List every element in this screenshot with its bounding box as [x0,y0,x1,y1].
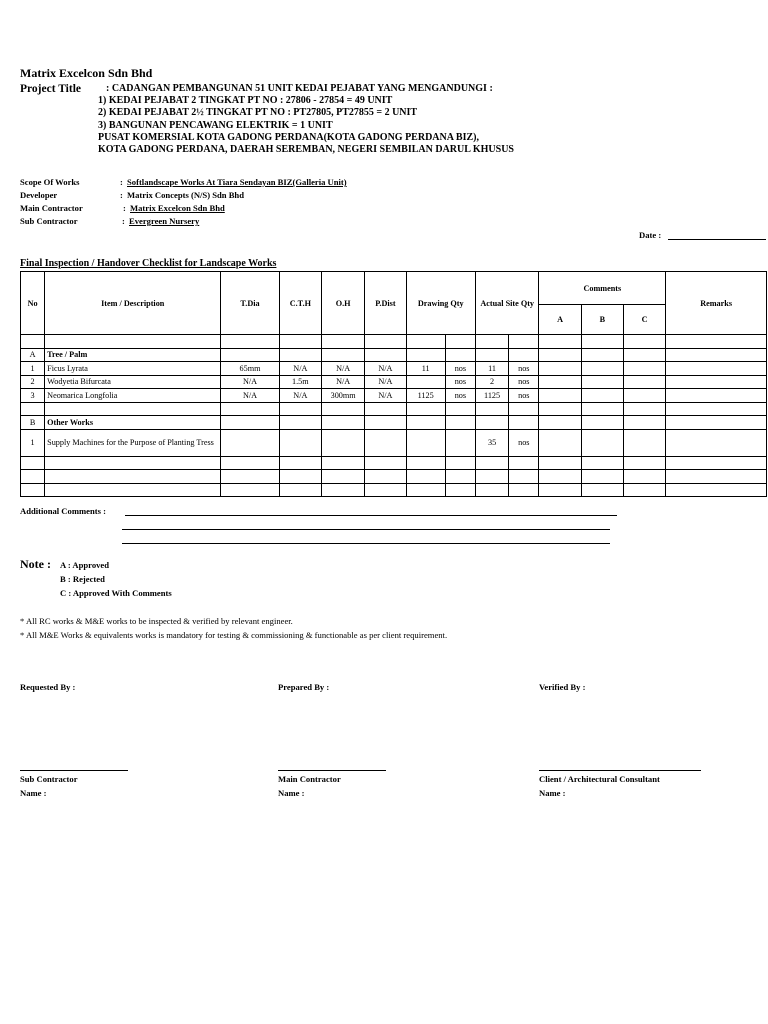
table-row [21,456,767,470]
row-actual-unit: nos [509,389,539,403]
project-title-lines [98,83,514,156]
header-no: No [21,272,45,335]
developer-label: Developer [20,190,58,200]
table-row [21,389,767,403]
client-sign-line[interactable] [539,770,701,771]
header-cth: C.T.H [279,272,321,335]
row-actual-unit: nos [509,429,539,456]
sub-name-label: Name : [20,788,47,798]
sign-main-contractor-label: Main Contractor [278,774,341,784]
header-item: Item / Description [45,272,221,335]
row-pdist: N/A [365,375,406,389]
row-oh: 300mm [321,389,364,403]
row-tdia: N/A [221,375,279,389]
section-b-no: B [21,416,45,430]
main-contractor-value: Matrix Excelcon Sdn Bhd [130,203,225,213]
row-item: Wodyetia Bifurcata [45,375,221,389]
project-line-5: PUSAT KOMERSIAL KOTA GADONG PERDANA(KOTA GADONG PERDANA BIZ), [98,131,479,143]
row-drawing-unit: nos [445,389,475,403]
prepared-by-label: Prepared By : [278,682,330,692]
comment-line-2[interactable] [122,529,610,530]
additional-comments-label: Additional Comments : [20,506,106,516]
row-no: 3 [21,389,45,403]
row-no: 1 [21,429,45,456]
header-comments: Comments [539,272,666,305]
row-cth: N/A [279,389,321,403]
checklist-title: Final Inspection / Handover Checklist for Landscape Works [20,258,277,269]
section-a-label: Tree / Palm [45,348,221,362]
row-pdist: N/A [365,362,406,376]
table-row [21,402,767,416]
section-b-label: Other Works [45,416,221,430]
header-c: C [623,305,665,335]
header-b: B [581,305,623,335]
row-item: Ficus Lyrata [45,362,221,376]
note-c: C : Approved With Comments [60,588,172,598]
row-no: 2 [21,375,45,389]
scope-colon: : [120,177,123,187]
table-row [21,470,767,484]
date-line [668,239,766,240]
project-line-1: : CADANGAN PEMBANGUNAN 51 UNIT KEDAI PEJABAT YANG MENGANDUNGI : [106,83,493,94]
row-cth: N/A [279,362,321,376]
sign-client-label: Client / Architectural Consultant [539,774,660,784]
table-row [21,483,767,497]
note-label: Note : [20,557,51,571]
row-drawing-qty: 1125 [406,389,445,403]
section-b-row [21,416,767,430]
main-contractor-label: Main Contractor [20,203,83,213]
client-name-label: Name : [539,788,566,798]
sub-contractor-sign-line[interactable] [20,770,128,771]
note-a: A : Approved [60,560,110,570]
row-item: Neomarica Longfolia [45,389,221,403]
row-drawing-unit: nos [445,375,475,389]
checklist-table [20,271,767,497]
table-row [21,362,767,376]
table-row [21,429,767,456]
main-contractor-colon: : [123,203,126,213]
project-line-3: 2) KEDAI PEJABAT 2½ TINGKAT PT NO : PT27805, PT27855 = 2 UNIT [98,107,418,119]
row-actual-unit: nos [509,362,539,376]
header-oh: O.H [321,272,364,335]
date-label: Date : [639,230,662,240]
verified-by-label: Verified By : [539,682,586,692]
row-drawing-unit: nos [445,362,475,376]
comment-line-1[interactable] [125,515,617,516]
row-item: Supply Machines for the Purpose of Planting Tress [45,429,221,456]
project-line-4: 3) BANGUNAN PENCAWANG ELEKTRIK = 1 UNIT [98,119,333,131]
row-actual-qty: 35 [475,429,508,456]
header-remarks: Remarks [666,272,767,335]
sub-contractor-value: Evergreen Nursery [129,216,200,226]
table-row [21,335,767,349]
header-drawing-qty: Drawing Qty [406,272,475,335]
row-no: 1 [21,362,45,376]
row-pdist: N/A [365,389,406,403]
remark-2: * All M&E Works & equivalents works is mandatory for testing & commissioning & functionable as per client requirement. [20,630,448,640]
table-row [21,375,767,389]
row-oh: N/A [321,362,364,376]
project-line-6: KOTA GADONG PERDANA, DAERAH SEREMBAN, NEGERI SEMBILAN DARUL KHUSUS [98,144,514,156]
row-actual-unit: nos [509,375,539,389]
row-drawing-qty [406,375,445,389]
row-actual-qty: 2 [475,375,508,389]
note-b: B : Rejected [60,574,105,584]
sub-contractor-colon: : [122,216,125,226]
sub-contractor-label: Sub Contractor [20,216,78,226]
developer-colon: : [120,190,123,200]
section-a-row [21,348,767,362]
section-a-no: A [21,348,45,362]
company-name: Matrix Excelcon Sdn Bhd [20,66,153,80]
header-tdia: T.Dia [221,272,279,335]
developer-value: Matrix Concepts (N/S) Sdn Bhd [127,190,244,200]
row-cth: 1.5m [279,375,321,389]
row-tdia: 65mm [221,362,279,376]
requested-by-label: Requested By : [20,682,76,692]
row-actual-qty: 11 [475,362,508,376]
remark-1: * All RC works & M&E works to be inspected & verified by relevant engineer. [20,616,293,626]
main-contractor-sign-line[interactable] [278,770,386,771]
scope-label: Scope Of Works [20,177,80,187]
row-oh: N/A [321,375,364,389]
main-name-label: Name : [278,788,305,798]
header-pdist: P.Dist [365,272,406,335]
header-a: A [539,305,581,335]
sign-sub-contractor-label: Sub Contractor [20,774,78,784]
header-actual-qty: Actual Site Qty [475,272,538,335]
comment-line-3[interactable] [122,543,610,544]
project-line-2: 1) KEDAI PEJABAT 2 TINGKAT PT NO : 27806 - 27854 = 49 UNIT [98,95,393,107]
row-actual-qty: 1125 [475,389,508,403]
row-tdia: N/A [221,389,279,403]
scope-value: Softlandscape Works At Tiara Sendayan BIZ(Galleria Unit) [127,177,347,187]
project-title-label: Project Title [20,83,81,95]
row-drawing-qty: 11 [406,362,445,376]
